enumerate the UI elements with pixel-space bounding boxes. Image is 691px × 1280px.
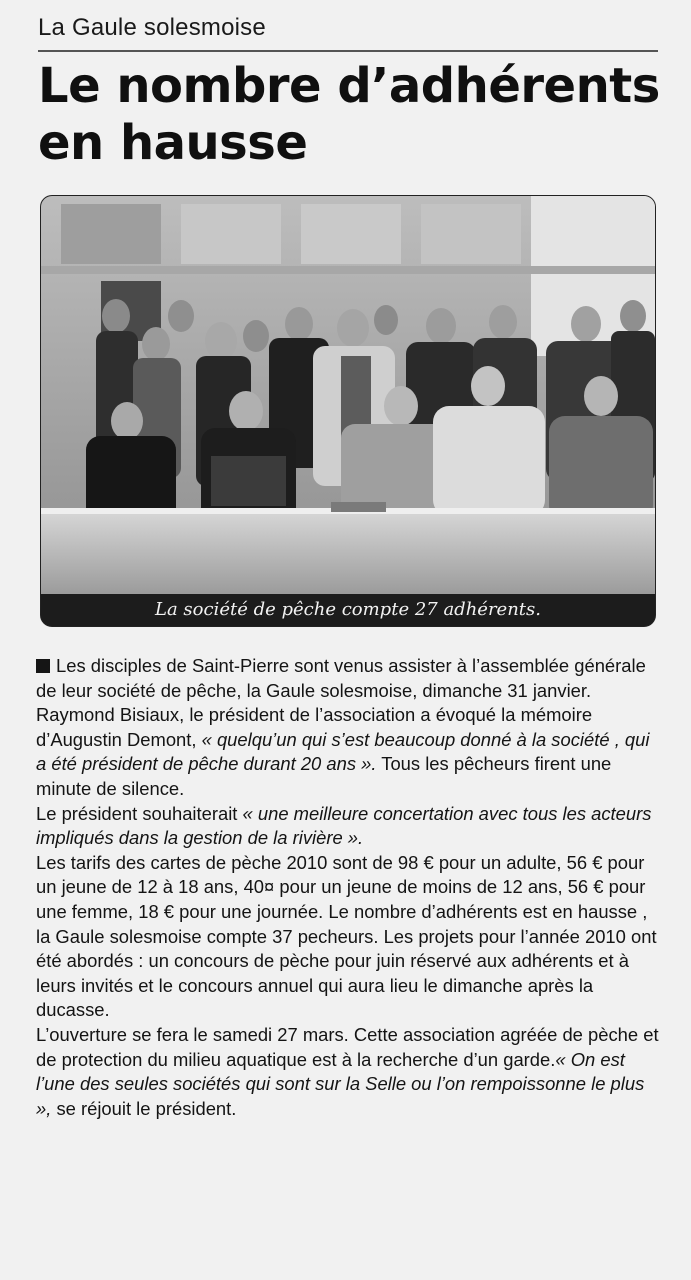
article-body xyxy=(36,654,664,1121)
header-rule xyxy=(38,50,658,52)
article-paragraph xyxy=(36,802,664,851)
article-paragraph xyxy=(36,1023,664,1121)
paragraph-text: Tous les pêcheurs firent une minute de silence. xyxy=(36,753,612,799)
square-bullet-icon xyxy=(36,659,50,673)
group-photo-image xyxy=(41,196,655,596)
article-paragraph xyxy=(36,851,664,1023)
paragraph-text: L’ouverture se fera le samedi 27 mars. Cette association agréée de pèche et de protection du milieu aquatique est à la recherche d’un garde. xyxy=(36,1023,659,1070)
quoted-text: « On est l’une des seules sociétés qui sont sur la Selle ou l’on rempoissonne le plus », xyxy=(36,1048,645,1119)
section-label: La Gaule solesmoise xyxy=(38,14,266,41)
quoted-text: « quelqu’un qui s’est beaucoup donné à la société , qui a été président de pêche durant 20 ans ». xyxy=(36,728,650,775)
article-headline: Le nombre d’adhérents en hausse xyxy=(38,58,660,171)
paragraph-text: Les tarifs des cartes de pèche 2010 sont de 98 € pour un adulte, 56 € pour un jeune de 12 à 18 ans, 40¤ pour un jeune de moins de 12 ans, 56 € pour une femme, 18 € pour une journée. Le nombre d’adhérents est en hausse , la Gaule solesmoise compte 37 pecheurs. Les projets pour l’année 2010 ont été abordés : un concours de pèche pour juin réservé aux adhérents et à leurs invités et le concours annuel qui aura lieu le dimanche après la ducasse. xyxy=(36,851,657,1021)
paragraph-text: Le président souhaiterait xyxy=(36,802,243,824)
article-paragraph xyxy=(36,703,664,801)
photo-caption: La société de pêche compte 27 adhérents. xyxy=(41,594,655,626)
paragraph-text: Raymond Bisiaux, le président de l’association a évoqué la mémoire d’Augustin Demont, xyxy=(36,704,593,750)
quoted-text: « une meilleure concertation avec tous les acteurs impliqués dans la gestion de la rivière ». xyxy=(36,802,652,849)
article-photo xyxy=(40,195,656,627)
article-paragraph xyxy=(36,654,664,703)
paragraph-text: Les disciples de Saint-Pierre sont venus assister à l’assemblée générale de leur société de pêche, la Gaule solesmoise, dimanche 31 janvier. xyxy=(36,655,646,701)
paragraph-text: se réjouit le président. xyxy=(51,1097,237,1119)
